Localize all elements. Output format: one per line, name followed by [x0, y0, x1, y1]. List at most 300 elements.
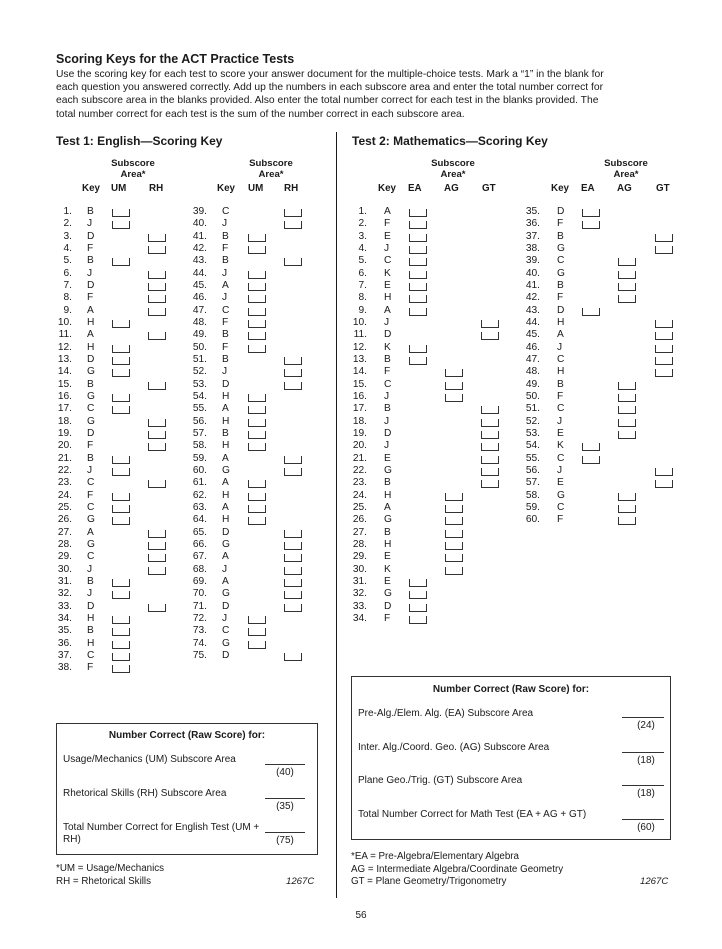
- answer-blank[interactable]: [148, 419, 166, 427]
- answer-blank[interactable]: [284, 221, 302, 229]
- answer-key-letter: F: [384, 366, 391, 378]
- answer-blank[interactable]: [445, 369, 463, 377]
- answer-key-letter: B: [557, 230, 564, 242]
- answer-blank[interactable]: [248, 616, 266, 624]
- answer-blank[interactable]: [148, 567, 166, 575]
- instructions: Use the scoring key for each test to score your answer document for the multiple-choice tests. Mark a “1” in the blank for each question you answered correctly. Add up the numbers in each subscore area and enter the total number correct for each subscore area in the blanks provided. Also enter the total number correct for each test in the blanks provided. The total number correct for each test is the sum of the number correct in each subscore area.: [56, 69, 604, 120]
- question-number: 58.: [525, 489, 540, 501]
- answer-key-letter: J: [87, 218, 93, 230]
- answer-key-letter: C: [557, 403, 565, 415]
- answer-blank[interactable]: [655, 246, 673, 254]
- answer-blank[interactable]: [284, 456, 302, 464]
- answer-key-letter: J: [384, 316, 390, 328]
- answer-blank[interactable]: [112, 221, 130, 229]
- answer-key-letter: D: [222, 600, 230, 612]
- question-number: 31.: [352, 575, 367, 587]
- question-number: 51.: [525, 403, 540, 415]
- answer-blank[interactable]: [112, 369, 130, 377]
- answer-blank[interactable]: [148, 308, 166, 316]
- answer-key-letter: G: [222, 588, 230, 600]
- answer-blank[interactable]: [481, 320, 499, 328]
- question-number: 48.: [192, 316, 207, 328]
- answer-blank[interactable]: [655, 332, 673, 340]
- english-col-rh: RH: [149, 183, 164, 194]
- question-number: 16.: [57, 390, 72, 402]
- english-col-key: Key: [82, 183, 100, 194]
- answer-blank[interactable]: [618, 382, 636, 390]
- answer-blank[interactable]: [148, 234, 166, 242]
- answer-blank[interactable]: [481, 419, 499, 427]
- math-col-ea: EA: [408, 183, 422, 194]
- question-number: 15.: [352, 378, 367, 390]
- question-number: 11.: [58, 329, 72, 341]
- question-number: 35.: [57, 625, 72, 637]
- answer-blank[interactable]: [284, 604, 302, 612]
- answer-blank[interactable]: [409, 283, 427, 291]
- question-number: 12.: [352, 341, 367, 353]
- answer-key-letter: D: [222, 378, 230, 390]
- answer-key-letter: K: [384, 267, 391, 279]
- answer-key-letter: B: [384, 353, 391, 365]
- answer-key-letter: F: [384, 612, 391, 624]
- answer-blank[interactable]: [409, 258, 427, 266]
- math-box-title: Number Correct (Raw Score) for:: [432, 684, 590, 695]
- answer-key-letter: H: [222, 440, 230, 452]
- question-number: 53.: [525, 427, 540, 439]
- question-number: 5.: [358, 255, 367, 267]
- answer-blank[interactable]: [248, 641, 266, 649]
- page-title: Scoring Keys for the ACT Practice Tests: [56, 52, 295, 66]
- question-number: 26.: [352, 514, 367, 526]
- answer-blank[interactable]: [248, 320, 266, 328]
- answer-blank[interactable]: [112, 345, 130, 353]
- question-number: 26.: [57, 514, 72, 526]
- question-number: 39.: [192, 206, 207, 217]
- english-total-value: (75): [276, 835, 294, 846]
- answer-blank[interactable]: [248, 332, 266, 340]
- answer-blank[interactable]: [445, 554, 463, 562]
- answer-key-letter: H: [87, 341, 95, 353]
- answer-key-letter: A: [222, 551, 229, 563]
- answer-key-letter: B: [87, 378, 94, 390]
- english-section-title: Test 1: English—Scoring Key: [56, 134, 223, 148]
- answer-blank[interactable]: [112, 579, 130, 587]
- answer-blank[interactable]: [284, 382, 302, 390]
- answer-key-letter: F: [557, 514, 564, 526]
- question-number: 45.: [525, 329, 540, 341]
- answer-blank[interactable]: [655, 345, 673, 353]
- answer-blank[interactable]: [148, 554, 166, 562]
- english-total-blank[interactable]: [265, 832, 305, 833]
- answer-key-letter: G: [222, 464, 230, 476]
- question-number: 18.: [57, 415, 72, 427]
- answer-key-letter: G: [87, 514, 95, 526]
- question-number: 48.: [525, 366, 540, 378]
- answer-key-letter: A: [222, 501, 229, 513]
- question-number: 14.: [352, 366, 367, 378]
- answer-key-letter: D: [87, 427, 95, 439]
- answer-blank[interactable]: [248, 246, 266, 254]
- question-number: 27.: [352, 526, 367, 538]
- answer-blank[interactable]: [445, 567, 463, 575]
- answer-blank[interactable]: [148, 604, 166, 612]
- answer-key-letter: G: [557, 489, 565, 501]
- answer-blank[interactable]: [112, 394, 130, 402]
- answer-blank[interactable]: [409, 308, 427, 316]
- answer-blank[interactable]: [248, 308, 266, 316]
- answer-blank[interactable]: [409, 345, 427, 353]
- answer-blank[interactable]: [284, 591, 302, 599]
- answer-key-letter: E: [384, 279, 391, 291]
- answer-blank[interactable]: [618, 283, 636, 291]
- answer-blank[interactable]: [409, 357, 427, 365]
- answer-blank[interactable]: [618, 394, 636, 402]
- answer-blank[interactable]: [409, 579, 427, 587]
- answer-key-letter: B: [557, 378, 564, 390]
- answer-key-letter: F: [87, 489, 94, 501]
- answer-blank[interactable]: [148, 295, 166, 303]
- answer-blank[interactable]: [582, 209, 600, 217]
- answer-blank[interactable]: [582, 456, 600, 464]
- answer-blank[interactable]: [148, 271, 166, 279]
- answer-blank[interactable]: [618, 271, 636, 279]
- answer-key-letter: D: [384, 329, 392, 341]
- answer-blank[interactable]: [248, 295, 266, 303]
- answer-blank[interactable]: [112, 517, 130, 525]
- answer-blank[interactable]: [655, 369, 673, 377]
- question-number: 10.: [352, 316, 367, 328]
- question-number: 9.: [358, 304, 367, 316]
- answer-blank[interactable]: [248, 406, 266, 414]
- answer-blank[interactable]: [284, 542, 302, 550]
- answer-blank[interactable]: [284, 357, 302, 365]
- question-number: 2.: [63, 218, 72, 230]
- answer-key-letter: E: [384, 230, 391, 242]
- answer-blank[interactable]: [248, 345, 266, 353]
- answer-blank[interactable]: [112, 653, 130, 661]
- question-number: 16.: [352, 390, 367, 402]
- answer-key-letter: E: [557, 427, 564, 439]
- math-footnote: [351, 851, 563, 889]
- answer-key-letter: J: [222, 366, 228, 378]
- math-col-ag-2: AG: [617, 183, 632, 194]
- question-number: 39.: [525, 255, 540, 267]
- answer-blank[interactable]: [112, 209, 130, 217]
- question-number: 35.: [525, 206, 540, 217]
- answer-key-letter: C: [222, 206, 230, 217]
- answer-blank[interactable]: [148, 443, 166, 451]
- answer-key-letter: C: [87, 501, 95, 513]
- english-form-code: 1267C: [286, 876, 315, 887]
- answer-key-letter: J: [384, 390, 390, 402]
- question-number: 20.: [57, 440, 72, 452]
- answer-blank[interactable]: [248, 431, 266, 439]
- answer-blank[interactable]: [618, 431, 636, 439]
- answer-blank[interactable]: [248, 628, 266, 636]
- answer-blank[interactable]: [248, 517, 266, 525]
- answer-blank[interactable]: [655, 357, 673, 365]
- answer-blank[interactable]: [582, 221, 600, 229]
- math-subscore-header-2: [598, 158, 654, 180]
- answer-blank[interactable]: [248, 493, 266, 501]
- answer-key-letter: G: [222, 637, 230, 649]
- question-number: 1.: [63, 206, 72, 217]
- question-number: 55.: [525, 452, 540, 464]
- question-number: 6.: [358, 267, 367, 279]
- answer-key-letter: A: [222, 279, 229, 291]
- answer-blank[interactable]: [284, 209, 302, 217]
- question-number: 71.: [192, 600, 207, 612]
- answer-blank[interactable]: [112, 641, 130, 649]
- answer-blank[interactable]: [409, 246, 427, 254]
- question-number: 7.: [63, 279, 72, 291]
- answer-blank[interactable]: [284, 468, 302, 476]
- answer-blank[interactable]: [481, 406, 499, 414]
- answer-blank[interactable]: [409, 209, 427, 217]
- answer-key-letter: E: [384, 452, 391, 464]
- question-number: 61.: [192, 477, 207, 489]
- answer-blank[interactable]: [618, 517, 636, 525]
- question-number: 22.: [57, 464, 72, 476]
- answer-blank[interactable]: [618, 295, 636, 303]
- question-number: 43.: [525, 304, 540, 316]
- answer-blank[interactable]: [248, 419, 266, 427]
- footnote-line: GT = Plane Geometry/Trigonometry: [351, 876, 507, 887]
- answer-blank[interactable]: [284, 567, 302, 575]
- question-number: 43.: [192, 255, 207, 267]
- question-number: 5.: [63, 255, 72, 267]
- answer-key-letter: B: [384, 526, 391, 538]
- question-number: 38.: [525, 242, 540, 254]
- answer-key-letter: J: [222, 563, 228, 575]
- answer-blank[interactable]: [445, 394, 463, 402]
- answer-blank[interactable]: [481, 456, 499, 464]
- question-number: 36.: [57, 637, 72, 649]
- answer-blank[interactable]: [445, 505, 463, 513]
- answer-blank[interactable]: [112, 591, 130, 599]
- answer-key-letter: E: [384, 575, 391, 587]
- answer-blank[interactable]: [481, 468, 499, 476]
- answer-key-letter: C: [384, 255, 392, 267]
- answer-key-letter: J: [557, 464, 563, 476]
- question-number: 49.: [192, 329, 207, 341]
- answer-key-letter: H: [222, 514, 230, 526]
- answer-key-letter: A: [87, 304, 94, 316]
- question-number: 10.: [57, 316, 72, 328]
- answer-key-letter: F: [384, 218, 391, 230]
- answer-blank[interactable]: [655, 468, 673, 476]
- question-number: 11.: [353, 329, 367, 341]
- answer-blank[interactable]: [409, 221, 427, 229]
- question-number: 59.: [525, 501, 540, 513]
- answer-blank[interactable]: [481, 431, 499, 439]
- answer-blank[interactable]: [112, 468, 130, 476]
- math-ag-blank[interactable]: [622, 752, 664, 753]
- answer-blank[interactable]: [409, 295, 427, 303]
- question-number: 60.: [525, 514, 540, 526]
- answer-key-letter: G: [87, 366, 95, 378]
- answer-blank[interactable]: [618, 258, 636, 266]
- answer-blank[interactable]: [148, 332, 166, 340]
- answer-blank[interactable]: [618, 493, 636, 501]
- english-col-key-2: Key: [217, 183, 235, 194]
- math-total-blank[interactable]: [622, 819, 664, 820]
- answer-blank[interactable]: [112, 406, 130, 414]
- answer-key-letter: D: [557, 304, 565, 316]
- answer-blank[interactable]: [445, 382, 463, 390]
- english-total-label: Total Number Correct for English Test (UM + RH): [63, 822, 260, 845]
- answer-blank[interactable]: [481, 332, 499, 340]
- question-number: 40.: [525, 267, 540, 279]
- question-number: 32.: [352, 588, 367, 600]
- question-number: 51.: [192, 353, 207, 365]
- math-total-label: Total Number Correct for Math Test (EA + AG + GT): [358, 809, 587, 820]
- question-number: 18.: [352, 415, 367, 427]
- math-gt-blank[interactable]: [622, 785, 664, 786]
- answer-key-letter: H: [384, 292, 392, 304]
- answer-blank[interactable]: [409, 591, 427, 599]
- answer-key-letter: H: [557, 316, 565, 328]
- answer-key-letter: C: [87, 649, 95, 661]
- answer-key-letter: B: [87, 625, 94, 637]
- question-number: 30.: [57, 563, 72, 575]
- answer-key-letter: B: [222, 353, 229, 365]
- answer-blank[interactable]: [284, 653, 302, 661]
- answer-blank[interactable]: [284, 579, 302, 587]
- answer-key-letter: D: [222, 649, 230, 661]
- question-number: 9.: [63, 304, 72, 316]
- question-number: 13.: [352, 353, 367, 365]
- question-number: 73.: [192, 625, 207, 637]
- answer-blank[interactable]: [655, 234, 673, 242]
- answer-blank[interactable]: [284, 369, 302, 377]
- answer-blank[interactable]: [409, 271, 427, 279]
- answer-key-letter: J: [87, 588, 93, 600]
- question-number: 45.: [192, 279, 207, 291]
- question-number: 12.: [57, 341, 72, 353]
- answer-blank[interactable]: [618, 406, 636, 414]
- answer-blank[interactable]: [248, 283, 266, 291]
- answer-key-letter: J: [557, 415, 563, 427]
- answer-blank[interactable]: [248, 505, 266, 513]
- answer-key-letter: G: [557, 242, 565, 254]
- math-ea-blank[interactable]: [622, 717, 664, 718]
- area-label: Area*: [120, 169, 146, 180]
- answer-blank[interactable]: [112, 505, 130, 513]
- answer-blank[interactable]: [445, 542, 463, 550]
- answer-blank[interactable]: [248, 394, 266, 402]
- answer-blank[interactable]: [409, 616, 427, 624]
- answer-blank[interactable]: [112, 493, 130, 501]
- answer-blank[interactable]: [655, 320, 673, 328]
- answer-blank[interactable]: [148, 246, 166, 254]
- answer-blank[interactable]: [582, 443, 600, 451]
- question-number: 47.: [192, 304, 207, 316]
- answer-blank[interactable]: [445, 517, 463, 525]
- math-ag-value: (18): [637, 755, 655, 766]
- answer-key-letter: B: [384, 403, 391, 415]
- answer-blank[interactable]: [112, 456, 130, 464]
- question-number: 37.: [525, 230, 540, 242]
- answer-blank[interactable]: [284, 530, 302, 538]
- question-number: 20.: [352, 440, 367, 452]
- english-rh-blank[interactable]: [265, 798, 305, 799]
- subscore-label: Subscore: [604, 158, 648, 169]
- answer-blank[interactable]: [148, 480, 166, 488]
- answer-blank[interactable]: [248, 234, 266, 242]
- answer-key-letter: A: [557, 329, 564, 341]
- answer-blank[interactable]: [148, 283, 166, 291]
- math-col-ag: AG: [444, 183, 459, 194]
- answer-blank[interactable]: [112, 665, 130, 673]
- answer-blank[interactable]: [112, 258, 130, 266]
- answer-key-letter: C: [222, 625, 230, 637]
- answer-blank[interactable]: [148, 431, 166, 439]
- footnote-line: *UM = Usage/Mechanics: [56, 863, 165, 874]
- answer-blank[interactable]: [445, 530, 463, 538]
- answer-blank[interactable]: [481, 480, 499, 488]
- answer-key-letter: D: [87, 279, 95, 291]
- answer-key-letter: G: [384, 588, 392, 600]
- answer-blank[interactable]: [445, 493, 463, 501]
- answer-blank[interactable]: [284, 258, 302, 266]
- math-subscore-header-1: [425, 158, 481, 180]
- answer-blank[interactable]: [148, 530, 166, 538]
- english-um-blank[interactable]: [265, 764, 305, 765]
- question-number: 68.: [192, 563, 207, 575]
- answer-blank[interactable]: [409, 604, 427, 612]
- answer-blank[interactable]: [655, 480, 673, 488]
- question-number: 2.: [358, 218, 367, 230]
- answer-key-letter: H: [384, 538, 392, 550]
- question-number: 3.: [358, 230, 367, 242]
- answer-blank[interactable]: [112, 357, 130, 365]
- answer-key-letter: F: [557, 390, 564, 402]
- footnote-line: AG = Intermediate Algebra/Coordinate Geometry: [351, 863, 564, 875]
- question-number: 25.: [57, 501, 72, 513]
- answer-blank[interactable]: [248, 480, 266, 488]
- math-ea-label: Pre-Alg./Elem. Alg. (EA) Subscore Area: [358, 708, 534, 719]
- answer-blank[interactable]: [148, 382, 166, 390]
- question-number: 72.: [192, 612, 207, 624]
- question-number: 67.: [192, 551, 207, 563]
- math-form-code: 1267C: [640, 876, 669, 887]
- answer-blank[interactable]: [618, 419, 636, 427]
- answer-blank[interactable]: [112, 628, 130, 636]
- english-um-value: (40): [276, 767, 294, 778]
- question-number: 56.: [192, 415, 207, 427]
- english-footnote: [56, 863, 164, 888]
- question-number: 24.: [57, 489, 72, 501]
- question-number: 23.: [352, 477, 367, 489]
- answer-blank[interactable]: [409, 234, 427, 242]
- answer-blank[interactable]: [112, 616, 130, 624]
- answer-blank[interactable]: [582, 308, 600, 316]
- subscore-label: Subscore: [111, 158, 155, 169]
- question-number: 19.: [352, 427, 367, 439]
- answer-key-letter: A: [87, 526, 94, 538]
- answer-blank[interactable]: [284, 554, 302, 562]
- answer-blank[interactable]: [148, 542, 166, 550]
- answer-blank[interactable]: [112, 320, 130, 328]
- answer-blank[interactable]: [248, 443, 266, 451]
- answer-blank[interactable]: [248, 271, 266, 279]
- answer-key-letter: D: [557, 206, 565, 217]
- answer-blank[interactable]: [481, 443, 499, 451]
- answer-blank[interactable]: [618, 505, 636, 513]
- math-col-gt-2: GT: [656, 183, 670, 194]
- answer-key-letter: G: [87, 390, 95, 402]
